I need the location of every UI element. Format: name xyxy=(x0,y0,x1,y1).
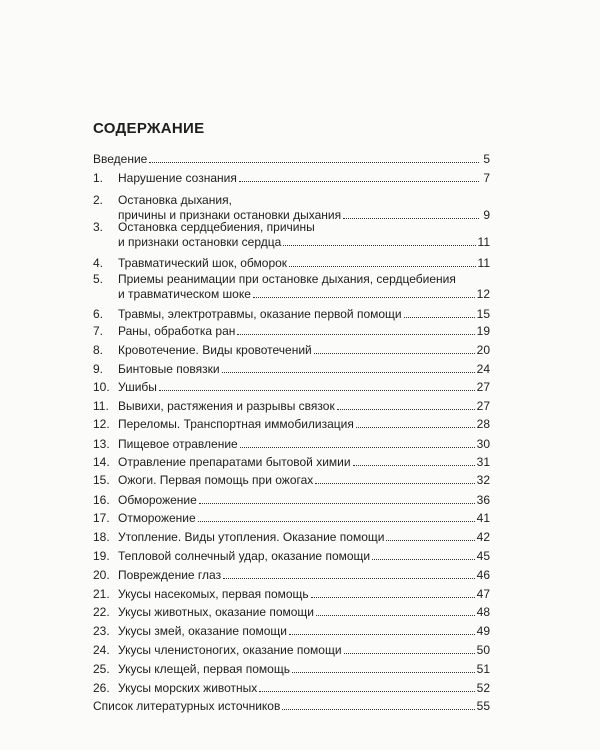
toc-entry-page: 19 xyxy=(476,324,490,338)
toc-entry-page: 52 xyxy=(476,681,490,695)
toc-entry[interactable] xyxy=(93,511,490,526)
toc-entry-page: 12 xyxy=(476,287,490,301)
dot-leader xyxy=(282,709,474,710)
toc-entry[interactable] xyxy=(93,220,490,250)
toc-entry[interactable] xyxy=(93,324,490,339)
dot-leader xyxy=(343,218,479,219)
toc-entry-title: Утопление. Виды утопления. Оказание помощи xyxy=(118,530,385,544)
toc-entry-page: 31 xyxy=(476,455,490,469)
dot-leader xyxy=(337,409,475,410)
toc-entry-number: 9. xyxy=(93,362,104,376)
toc-entry-number: 10. xyxy=(93,380,110,394)
toc-entry-number: 21. xyxy=(93,587,110,601)
toc-entry-title: Пищевое отравление xyxy=(118,437,238,451)
toc-entry-title-line: Остановка дыхания, xyxy=(118,193,232,207)
dot-leader xyxy=(292,672,475,673)
dot-leader xyxy=(344,653,475,654)
dot-leader xyxy=(353,465,475,466)
toc-entry[interactable] xyxy=(93,624,490,639)
toc-entry[interactable] xyxy=(93,587,490,602)
dot-leader xyxy=(198,521,475,522)
toc-entry-title: Раны, обработка ран xyxy=(118,324,236,338)
dot-leader xyxy=(372,559,475,560)
dot-leader xyxy=(259,691,474,692)
toc-entry-title: Укусы морских животных xyxy=(118,681,258,695)
toc-entry-page: 9 xyxy=(483,208,490,222)
dot-leader xyxy=(356,427,475,428)
dot-leader xyxy=(237,334,474,335)
toc-entry-number: 23. xyxy=(93,624,110,638)
dot-leader xyxy=(316,615,475,616)
toc-entry-title: Повреждение глаз xyxy=(118,568,222,582)
toc-entry-page: 49 xyxy=(476,624,490,638)
toc-entry[interactable] xyxy=(93,662,490,677)
toc-entry-number: 3. xyxy=(93,220,104,234)
toc-entry-title: и признаки остановки сердца xyxy=(118,235,282,249)
toc-entry-title: Укусы членистоногих, оказание помощи xyxy=(118,643,342,657)
dot-leader xyxy=(223,578,475,579)
toc-entry-number: 14. xyxy=(93,455,110,469)
toc-entry-page: 48 xyxy=(476,605,490,619)
toc-entry-title: Переломы. Транспортная иммобилизация xyxy=(118,417,354,431)
toc-entry-number: 20. xyxy=(93,568,110,582)
toc-entry-number: 12. xyxy=(93,417,110,431)
dot-leader xyxy=(239,181,479,182)
dot-leader xyxy=(314,353,475,354)
toc-entry-number: 22. xyxy=(93,605,110,619)
toc-entry-number: 1. xyxy=(93,171,104,185)
dot-leader xyxy=(289,634,475,635)
toc-entry-page: 42 xyxy=(476,530,490,544)
toc-entry[interactable] xyxy=(93,455,490,470)
toc-title: СОДЕРЖАНИЕ xyxy=(93,120,205,137)
dot-leader xyxy=(315,483,474,484)
toc-entry[interactable] xyxy=(93,493,490,508)
dot-leader xyxy=(222,372,475,373)
toc-entry-page: 55 xyxy=(476,699,490,713)
dot-leader xyxy=(386,540,474,541)
toc-entry-number: 25. xyxy=(93,662,110,676)
toc-entry-number: 4. xyxy=(93,256,104,270)
toc-entry[interactable] xyxy=(93,643,490,658)
toc-entry-title: Ушибы xyxy=(118,380,157,394)
dot-leader xyxy=(289,266,475,267)
toc-entry-title: Кровотечение. Виды кровотечений xyxy=(118,343,312,357)
toc-entry-page: 47 xyxy=(476,587,490,601)
toc-entry-page: 51 xyxy=(476,662,490,676)
toc-entry-title: Укусы животных, оказание помощи xyxy=(118,605,315,619)
toc-entry-number: 2. xyxy=(93,193,104,207)
toc-entry-number: 7. xyxy=(93,324,104,338)
toc-entry-title: Ожоги. Первая помощь при ожогах xyxy=(118,473,314,487)
toc-entry[interactable] xyxy=(93,380,490,395)
toc-entry-title: Укусы клещей, первая помощь xyxy=(118,662,290,676)
toc-entry[interactable] xyxy=(93,417,490,432)
toc-entry-title: Бинтовые повязки xyxy=(118,362,220,376)
toc-entry-number: 18. xyxy=(93,530,110,544)
toc-entry-page: 45 xyxy=(476,549,490,563)
toc-entry[interactable] xyxy=(93,362,490,377)
toc-entry-title: Тепловой солнечный удар, оказание помощи xyxy=(118,549,371,563)
toc-entry[interactable] xyxy=(93,193,490,223)
toc-entry-number: 11. xyxy=(93,399,109,413)
toc-entry-number: 17. xyxy=(93,511,110,525)
toc-entry-page: 46 xyxy=(476,568,490,582)
toc-entry-title: Список литературных источников xyxy=(93,699,281,713)
toc-entry-page: 30 xyxy=(476,437,490,451)
toc-entry-title: Укусы насекомых, первая помощь xyxy=(118,587,309,601)
toc-entry-number: 13. xyxy=(93,437,110,451)
dot-leader xyxy=(404,317,475,318)
toc-entry-number: 6. xyxy=(93,307,104,321)
toc-entry-title: Укусы змей, оказание помощи xyxy=(118,624,288,638)
dot-leader xyxy=(253,297,475,298)
toc-entry-title: Травмы, электротравмы, оказание первой помощи xyxy=(118,307,402,321)
toc-entry-number: 24. xyxy=(93,643,110,657)
toc-entry-title: Вывихи, растяжения и разрывы связок xyxy=(118,399,335,413)
dot-leader xyxy=(311,597,475,598)
toc-entry-title: Нарушение сознания xyxy=(118,171,237,185)
toc-entry-title-line: Остановка сердцебиения, причины xyxy=(118,220,315,234)
toc-entry[interactable] xyxy=(93,699,490,714)
toc-entry[interactable] xyxy=(93,399,490,414)
toc-entry-page: 50 xyxy=(476,643,490,657)
toc-entry[interactable] xyxy=(93,530,490,545)
toc-entry[interactable] xyxy=(93,343,490,358)
toc-entry-number: 26. xyxy=(93,681,110,695)
toc-entry[interactable] xyxy=(93,307,490,322)
toc-entry-title: Отравление препаратами бытовой химии xyxy=(118,455,351,469)
toc-entry[interactable] xyxy=(93,568,490,583)
toc-entry[interactable] xyxy=(93,681,490,696)
toc-entry-page: 27 xyxy=(476,380,490,394)
toc-entry-page: 20 xyxy=(476,343,490,357)
toc-entry[interactable] xyxy=(93,256,490,271)
toc-entry-number: 8. xyxy=(93,343,104,357)
toc-entry-page: 11 xyxy=(477,256,490,270)
toc-entry[interactable] xyxy=(93,605,490,620)
toc-entry-page: 41 xyxy=(476,511,490,525)
toc-entry-title: Введение xyxy=(93,152,148,166)
toc-entry-title: причины и признаки остановки дыхания xyxy=(118,208,342,222)
dot-leader xyxy=(159,390,475,391)
toc-entry-title: Травматический шок, обморок xyxy=(118,256,288,270)
toc-entry-title: и травматическом шоке xyxy=(118,287,251,301)
dot-leader xyxy=(283,245,475,246)
toc-entry-number: 15. xyxy=(93,473,110,487)
toc-entry-page: 32 xyxy=(476,473,490,487)
toc-entry-page: 5 xyxy=(483,152,490,166)
toc-entry[interactable] xyxy=(93,549,490,564)
toc-entry[interactable] xyxy=(93,152,490,167)
toc-entry-page: 36 xyxy=(476,493,490,507)
toc-entry-title-line: Приемы реанимации при остановке дыхания, сердцебиения xyxy=(118,272,456,286)
toc-entry-page: 24 xyxy=(476,362,490,376)
toc-entry[interactable] xyxy=(93,272,490,302)
toc-entry[interactable] xyxy=(93,437,490,452)
toc-entry-page: 11 xyxy=(477,235,490,249)
toc-entry-page: 7 xyxy=(483,171,490,185)
toc-entry-title: Обморожение xyxy=(118,493,197,507)
toc-entry-page: 27 xyxy=(476,399,490,413)
toc-entry-page: 15 xyxy=(476,307,490,321)
toc-entry-page: 28 xyxy=(476,417,490,431)
dot-leader xyxy=(149,162,479,163)
toc-entry-number: 5. xyxy=(93,272,104,286)
toc-entry-number: 16. xyxy=(93,493,110,507)
toc-entry[interactable] xyxy=(93,171,490,186)
toc-entry-number: 19. xyxy=(93,549,110,563)
toc-entry[interactable] xyxy=(93,473,490,488)
toc-entry-title: Отморожение xyxy=(118,511,196,525)
dot-leader xyxy=(240,447,475,448)
dot-leader xyxy=(199,503,475,504)
